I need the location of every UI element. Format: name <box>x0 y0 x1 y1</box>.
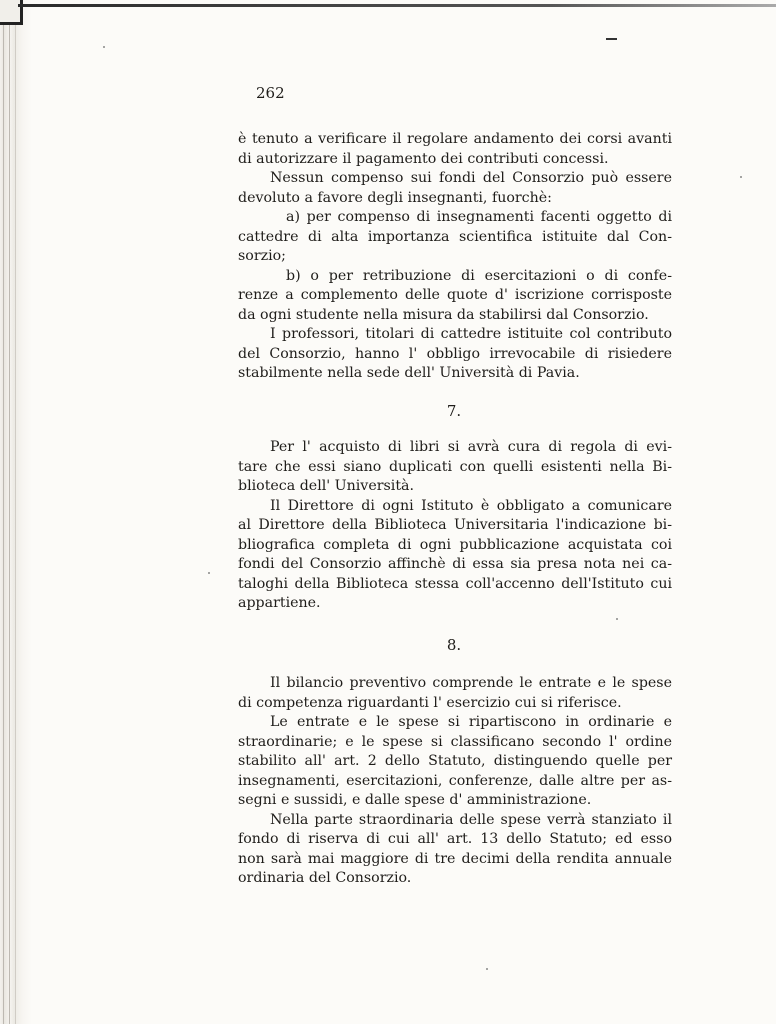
text-line: appartiene. <box>238 595 321 611</box>
text-line: blioteca dell' Università. <box>238 478 414 494</box>
text-line: Il Direttore di ogni Istituto è obbligato a comunicare <box>270 497 672 514</box>
text-line: da ogni studente nella misura da stabilirsi dal Consorzio. <box>238 306 649 323</box>
text-line: fondi del Consorzio affinchè di essa sia presa nota nei ca- <box>238 556 672 572</box>
text-line: di autorizzare il pagamento dei contributi concessi. <box>238 150 609 167</box>
text-line: ordinaria del Consorzio. <box>238 870 412 886</box>
binding-line <box>9 0 10 1024</box>
section-7-heading: 7. <box>446 402 462 420</box>
text-line: straordinarie; e le spese si classificano secondo l' ordine <box>238 733 672 750</box>
section-7-body <box>238 438 672 614</box>
binding-line <box>15 0 16 1024</box>
section-8-body <box>238 674 672 889</box>
text-line: segni e sussidi, e dalle spese d' amministrazione. <box>238 792 592 808</box>
text-line: cattedre di alta importanza scientifica istituite dal Con- <box>238 228 672 245</box>
text-line: stabilito all' art. 2 dello Statuto, distinguendo quelle per <box>238 753 672 769</box>
text-line: Nessun compenso sui fondi del Consorzio può essere <box>270 170 672 186</box>
section-6-continuation <box>238 130 672 384</box>
text-line: al Direttore della Biblioteca Universitaria l'indicazione bi- <box>238 517 672 533</box>
text-line: è tenuto a verificare il regolare andamento dei corsi avanti <box>238 131 672 147</box>
page-number: 262 <box>256 84 285 102</box>
text-line: renze a complemento delle quote d' iscrizione corrisposte <box>238 287 672 303</box>
text-line: b) o per retribuzione di esercitazioni o di confe- <box>286 267 672 284</box>
paper-speck <box>208 572 210 574</box>
text-line: insegnamenti, esercitazioni, conferenze, dalle altre per as- <box>238 772 672 789</box>
text-line: Per l' acquisto di libri si avrà cura di regola di evi- <box>270 439 672 455</box>
binding-line <box>3 0 4 1024</box>
text-line: non sarà mai maggiore di tre decimi della rendita annuale <box>238 850 672 867</box>
text-line: tare che essi siano duplicati con quelli esistenti nella Bi- <box>238 458 672 475</box>
text-line: fondo di riserva di cui all' art. 13 dello Statuto; ed esso <box>238 831 672 847</box>
text-line: sorzio; <box>238 248 286 264</box>
text-line: taloghi della Biblioteca stessa coll'accenno dell'Istituto cui <box>238 575 672 592</box>
text-line: del Consorzio, hanno l' obbligo irrevocabile di risiedere <box>238 345 672 362</box>
top-edge-rule <box>18 4 776 7</box>
page-binding-edge <box>0 0 32 1024</box>
text-line: stabilmente nella sede dell' Università di Pavia. <box>238 365 580 381</box>
text-line: devoluto a favore degli insegnanti, fuorchè: <box>238 189 552 206</box>
text-line: a) per compenso di insegnamenti facenti oggetto di <box>286 209 672 225</box>
section-8-heading: 8. <box>446 636 462 654</box>
text-line: bliografica completa di ogni pubblicazione acquistata coi <box>238 536 672 553</box>
text-line: Nella parte straordinaria delle spese verrà stanziato il <box>270 811 672 828</box>
text-line: Le entrate e le spese si ripartiscono in ordinarie e <box>270 714 672 730</box>
text-line: di competenza riguardanti l' esercizio cui si riferisce. <box>238 694 622 711</box>
print-dash-mark <box>606 38 617 40</box>
text-line: Il bilancio preventivo comprende le entrate e le spese <box>270 675 672 691</box>
paper-speck <box>486 968 488 970</box>
paper-speck <box>103 46 105 48</box>
paper-speck <box>616 618 618 620</box>
text-line: I professori, titolari di cattedre istituite col contributo <box>270 326 672 342</box>
paper-speck <box>740 176 742 178</box>
